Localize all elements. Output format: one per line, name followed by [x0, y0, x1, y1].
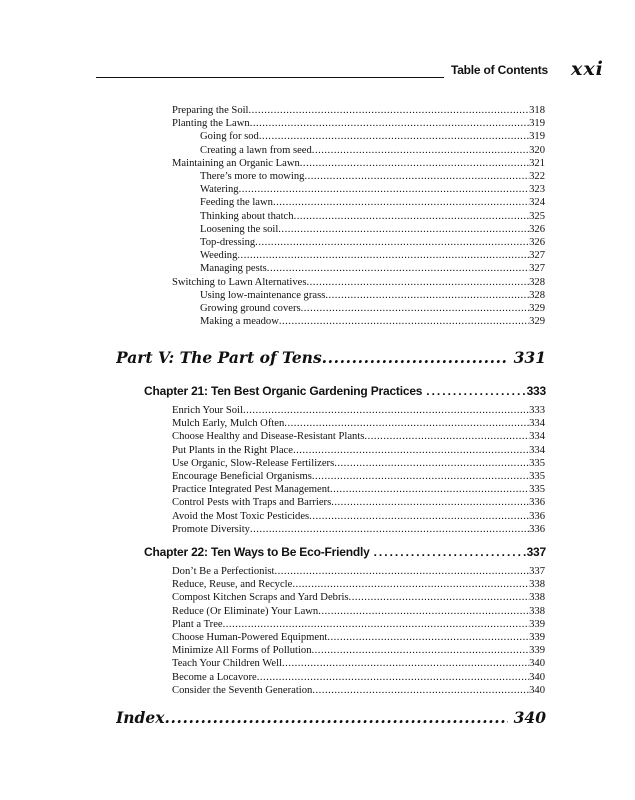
toc-entry-page: 337	[529, 566, 545, 577]
toc-entry-title: Creating a lawn from seed	[200, 144, 312, 156]
part-v-page: 331	[513, 348, 546, 367]
dot-leader	[312, 684, 529, 697]
toc-entry-page: 338	[529, 605, 545, 617]
toc-entry-title: Maintaining an Organic Lawn	[172, 157, 300, 169]
toc-entry[interactable]	[172, 117, 545, 130]
toc-entry-page: 335	[529, 484, 545, 496]
toc-entry[interactable]	[172, 510, 545, 523]
dot-leader	[250, 117, 529, 130]
part-v-title: Part V: The Part of Tens	[116, 348, 322, 367]
index-title: Index	[116, 708, 165, 727]
toc-entry-title: Choose Healthy and Disease-Resistant Plants	[172, 431, 365, 443]
toc-entry-page: 338	[529, 592, 545, 604]
dot-leader	[250, 523, 529, 536]
dot-leader	[300, 157, 529, 170]
toc-entry-page: 329	[529, 303, 545, 314]
toc-entry-page: 339	[529, 632, 545, 643]
dot-leader	[239, 183, 530, 196]
toc-entry[interactable]	[172, 157, 545, 170]
toc-entry-page: 333	[529, 405, 545, 416]
toc-entry-title: Growing ground covers	[200, 303, 301, 314]
toc-entry[interactable]	[200, 170, 545, 183]
toc-entry[interactable]	[172, 605, 545, 618]
toc-entry[interactable]	[200, 183, 545, 196]
toc-entry-page: 334	[529, 418, 545, 430]
chapter-22-page: 337	[526, 545, 546, 559]
index-entry[interactable]	[116, 708, 546, 727]
toc-entry-page: 340	[529, 684, 545, 696]
part-v-entry[interactable]	[116, 348, 546, 367]
toc-entry-page: 336	[529, 523, 545, 535]
toc-entry[interactable]	[200, 223, 545, 236]
dot-leader	[293, 444, 529, 457]
toc-entry-title: Become a Locavore	[172, 671, 257, 683]
toc-entry[interactable]	[172, 496, 545, 509]
dot-leader	[306, 276, 529, 289]
toc-entry-page: 322	[529, 171, 545, 182]
dot-leader	[327, 631, 529, 644]
toc-entry[interactable]	[172, 578, 545, 591]
toc-entry-title: Reduce (Or Eliminate) Your Lawn	[172, 605, 319, 617]
toc-entry-title: Don’t Be a Perfectionist	[172, 566, 275, 577]
toc-entry-page: 340	[529, 671, 545, 683]
dot-leader	[284, 417, 529, 430]
dot-leader	[257, 671, 529, 684]
dot-leader	[274, 565, 529, 578]
toc-entry-title: Avoid the Most Toxic Pesticides	[172, 510, 310, 522]
dot-leader	[364, 430, 529, 443]
index-page: 340	[513, 708, 546, 727]
toc-entry-page: 324	[529, 197, 545, 209]
toc-entry-title: Using low-maintenance grass	[200, 289, 326, 301]
toc-entry-title: Consider the Seventh Generation	[172, 684, 313, 696]
dot-leader	[292, 578, 529, 591]
dot-leader	[243, 404, 529, 417]
toc-entry-page: 320	[529, 144, 545, 156]
dot-leader	[282, 657, 529, 670]
toc-entry-title: Enrich Your Soil	[172, 405, 243, 416]
dot-leader	[334, 457, 529, 470]
toc-entry-title: Mulch Early, Mulch Often	[172, 418, 285, 430]
header-rule	[96, 77, 444, 78]
dot-leader	[309, 510, 529, 523]
toc-entry-title: Going for sod	[200, 131, 259, 143]
header-title: Table of Contents	[450, 63, 548, 77]
toc-entry[interactable]	[172, 483, 545, 496]
toc-entry[interactable]	[172, 671, 545, 684]
toc-entry-page: 340	[529, 658, 545, 670]
toc-entry-page: 335	[529, 457, 545, 469]
toc-entry[interactable]	[172, 470, 545, 483]
toc-entry-title: Plant a Tree	[172, 618, 223, 630]
dot-leader	[304, 170, 529, 183]
toc-entry-title: Control Pests with Traps and Barriers	[172, 497, 332, 509]
toc-entry-title: Feeding the lawn	[200, 197, 273, 209]
toc-entry-page: 319	[529, 131, 545, 143]
dot-leader	[267, 262, 529, 275]
toc-entry[interactable]	[200, 289, 545, 302]
toc-entry[interactable]	[200, 236, 545, 249]
toc-entry-page: 328	[529, 289, 545, 301]
toc-entry-page: 323	[529, 184, 545, 196]
chapter-22-entry[interactable]	[144, 545, 546, 559]
toc-entry[interactable]	[172, 523, 545, 536]
dot-leader	[330, 483, 529, 496]
toc-entry-page: 339	[529, 645, 545, 657]
toc-entry-title: Promote Diversity	[172, 523, 250, 535]
toc-entry[interactable]	[200, 144, 545, 157]
toc-entry-title: Making a meadow	[200, 316, 279, 328]
toc-entry[interactable]	[200, 210, 545, 223]
dot-leader	[325, 289, 529, 302]
toc-entry-title: Put Plants in the Right Place	[172, 444, 293, 456]
toc-entry-page: 318	[529, 105, 545, 116]
toc-entry-page: 335	[529, 471, 545, 482]
dot-leader	[273, 196, 529, 209]
toc-entry-title: Reduce, Reuse, and Recycle	[172, 579, 293, 591]
toc-entry-title: Watering	[200, 184, 239, 196]
toc-entry[interactable]	[200, 196, 545, 209]
toc-entry[interactable]	[172, 457, 545, 470]
dot-leader	[312, 144, 529, 157]
toc-entry-title: Top-dressing	[200, 237, 256, 248]
toc-entry[interactable]	[172, 591, 545, 604]
toc-entry[interactable]	[200, 249, 545, 262]
toc-entry[interactable]	[200, 130, 545, 143]
toc-entry[interactable]	[172, 404, 545, 417]
toc-entry[interactable]	[200, 315, 545, 328]
toc-entry-title: Weeding	[200, 250, 238, 262]
toc-entry[interactable]	[172, 417, 545, 430]
toc-entry-title: Loosening the soil	[200, 223, 279, 235]
toc-entry-title: Encourage Beneficial Organisms	[172, 471, 312, 482]
toc-entry[interactable]	[172, 276, 545, 289]
dot-leader	[426, 384, 526, 398]
dot-leader	[312, 644, 530, 657]
dot-leader	[164, 708, 507, 727]
toc-entry-page: 338	[529, 579, 545, 591]
toc-entry-title: Minimize All Forms of Pollution	[172, 645, 312, 657]
toc-entry-page: 339	[529, 618, 545, 630]
toc-entry-title: Switching to Lawn Alternatives	[172, 276, 307, 288]
toc-entry[interactable]	[200, 302, 545, 315]
toc-entry-page: 325	[529, 210, 545, 222]
toc-entry[interactable]	[172, 644, 545, 657]
toc-entry[interactable]	[172, 430, 545, 443]
dot-leader	[318, 605, 529, 618]
toc-entry-title: Thinking about thatch	[200, 210, 294, 222]
chapter-21-title: Chapter 21: Ten Best Organic Gardening Practices	[144, 384, 423, 398]
dot-leader	[255, 236, 529, 249]
toc-entry-title: Choose Human-Powered Equipment	[172, 632, 328, 643]
toc-entry[interactable]	[200, 262, 545, 275]
dot-leader	[301, 302, 529, 315]
toc-entry-title: There’s more to mowing	[200, 171, 305, 182]
dot-leader	[331, 496, 529, 509]
toc-entry-title: Planting the Lawn	[172, 118, 250, 130]
toc-entry[interactable]	[172, 657, 545, 670]
toc-entry-page: 319	[529, 118, 545, 130]
toc-entry[interactable]	[172, 444, 545, 457]
toc-entry-page: 327	[529, 250, 545, 262]
dot-leader	[374, 545, 527, 559]
toc-entry[interactable]	[172, 565, 545, 578]
chapter-22-title: Chapter 22: Ten Ways to Be Eco-Friendly	[144, 545, 370, 559]
toc-entry-page: 321	[529, 157, 545, 169]
toc-entry[interactable]	[172, 618, 545, 631]
toc-entry-title: Managing pests	[200, 263, 267, 275]
toc-entry-page: 334	[529, 444, 545, 456]
running-header	[96, 56, 548, 82]
toc-entry-page: 326	[529, 237, 545, 248]
toc-entry-title: Compost Kitchen Scraps and Yard Debris	[172, 592, 349, 604]
dot-leader	[237, 249, 529, 262]
dot-leader	[312, 470, 529, 483]
toc-entry-page: 336	[529, 497, 545, 509]
toc-entry-page: 329	[529, 316, 545, 328]
dot-leader	[322, 348, 508, 367]
toc-entry-page: 336	[529, 510, 545, 522]
page-number: xxi	[571, 58, 604, 80]
dot-leader	[278, 223, 529, 236]
toc-entry-page: 326	[529, 223, 545, 235]
toc-entry-page: 328	[529, 276, 545, 288]
dot-leader	[259, 130, 529, 143]
chapter-21-entry[interactable]	[144, 384, 546, 398]
toc-entry-title: Practice Integrated Pest Management	[172, 484, 330, 496]
chapter-21-page: 333	[526, 384, 546, 398]
toc-entry-title: Teach Your Children Well	[172, 658, 283, 670]
dot-leader	[349, 591, 530, 604]
dot-leader	[249, 104, 530, 117]
toc-entry[interactable]	[172, 104, 545, 117]
toc-entry-title: Preparing the Soil	[172, 105, 249, 116]
dot-leader	[223, 618, 529, 631]
toc-entry[interactable]	[172, 631, 545, 644]
dot-leader	[294, 210, 530, 223]
dot-leader	[279, 315, 529, 328]
toc-entry-title: Use Organic, Slow-Release Fertilizers	[172, 457, 335, 469]
toc-entry[interactable]	[172, 684, 545, 697]
toc-entry-page: 334	[529, 431, 545, 443]
toc-entry-page: 327	[529, 263, 545, 275]
